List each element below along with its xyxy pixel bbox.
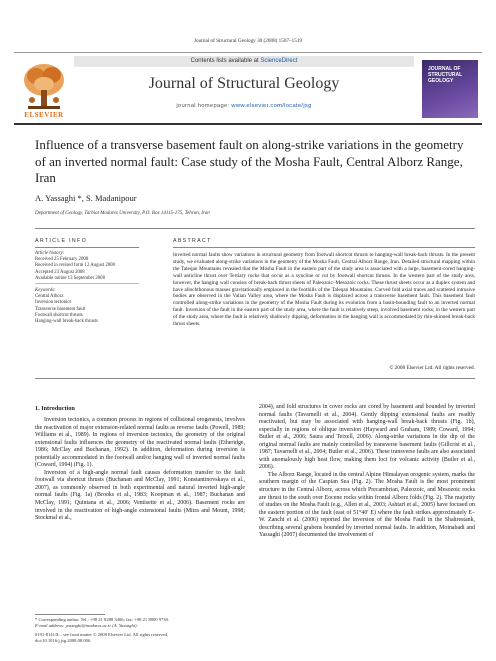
corresponding-author-note: * Corresponding author. Tel.: +98 21 8288 3406; fax: +98 21 8800 9730. bbox=[35, 617, 170, 622]
homepage-link[interactable]: www.elsevier.com/locate/jsg bbox=[231, 103, 312, 109]
journal-title: Journal of Structural Geology bbox=[148, 75, 340, 92]
journal-reference: Journal of Structural Geology 30 (2008) 1507–1519 bbox=[193, 38, 303, 44]
abstract-text: Inverted normal faults show variations in structural geometry from footwall shortcut thrusts to hanging-wall break-back thrusts. In the present study, we evaluated along-strike variations in the geometry of the Mosha Fault, Central Alborz Range, Iran. Detailed structural mapping within the Taleqan Mountains revealed that the Mosha Fault in the eastern part of the study area is associated with a large, basement-cored hanging-wall anticline thrust over Tertiary rocks that occur as a syncline or cut by footwall shortcut thrusts. In the western part of the study area, however, the hanging wall consists of break-back thrust sheets of Paleozoic–Mesozoic rocks. These thrust sheets occur as a duplex system and have allochthonous masses gravitationally emplaced in the foothills of the Taleqan Mountains. Curved fold axial traces and scattered intrusive bodies are observed in the Valian Valley area, where the Mosha Fault is displaced across a transverse basement fault. This basement fault controlled along-strike variations in the geometry of the Mosha Fault during its evolution from a basin-bounding fault to an inverted normal fault. Inversion of the fault in the eastern part of the study area, where the fault is relatively steep, involved basement rocks; in the western part of the study area, where the fault is relatively shallowly dipping, deformation in the hanging wall is accommodated by thin-skinned break-back thrust sheets. bbox=[173, 252, 475, 328]
keywords-label: Keywords: bbox=[35, 288, 56, 293]
contents-bar bbox=[74, 56, 414, 67]
journal-homepage bbox=[74, 103, 414, 109]
keywords bbox=[35, 288, 139, 325]
doi-note: doi:10.1016/j.jsg.2008.08.006 bbox=[35, 638, 91, 643]
history-item: Received in revised form 12 August 2008 bbox=[35, 263, 115, 269]
contents-prefix: Contents lists available at bbox=[190, 58, 261, 64]
footnote-rule bbox=[35, 614, 105, 615]
email-note: E-mail address: yassaghi@modares.ac.ir (A. Yassaghi). bbox=[35, 623, 138, 628]
author-affiliation: Department of Geology, Tarbiat Modares University, P.O. Box 14115-175, Tehran, Iran bbox=[35, 211, 210, 216]
article-info-label: ARTICLE INFO bbox=[35, 238, 87, 244]
article-authors: A. Yassaghi *, S. Madanipour bbox=[35, 193, 137, 203]
paragraph: The Alborz Range, located in the central Alpine Himalayan orogenic system, marks the southern margin of the Caspian Sea (Fig. 2). The Mosha Fault is the most prominent structure in the Central Alborz, across which Precambrian, Paleozoic, and Mesozoic rocks are thrust to the south over Eocene rocks within frontal Alborz folds (Fig. 2). The majority of studies on the Mosha Fault (e.g., Allen et al., 2003; Ashtari et al., 2005) have focused on the eastern portion of the fault (east of 51°40′ E) where the fault strikes approximately E–W. Zanchi et al. (2006) reported the inversion of the Mosha Fault in the Shahrestank, describing several grabens bounded by inverted normal faults. In addition, Moinabadi and Yassaghi (2007) documented the involvement of bbox=[259, 471, 475, 539]
abstract-copyright: © 2008 Elsevier Ltd. All rights reserved. bbox=[389, 365, 475, 371]
keyword: Footwall shortcut thrusts bbox=[35, 312, 83, 318]
divider bbox=[173, 247, 475, 248]
article-history bbox=[35, 251, 139, 282]
intro-right-column bbox=[259, 404, 475, 540]
homepage-prefix: journal homepage: bbox=[176, 103, 232, 109]
paragraph: Inversion of a high-angle normal fault causes deformation transfer to the fault footwall via shortcut thrusts (Buchanan and McClay, 1991; Konstantinovskaya et al., 2007), as commonly observed in both experimental and natural inverted high-angle normal faults (Fig. 1a) (Brooks et al., 1983; Koopman et al., 1987; Buchanan and McClay, 1991; Quintana et al., 2006; Ventisette et al., 2006). Basement rocks are involved in the reactivation of high-angle extensional faults (Mitra and Mount, 1998; Stockmal et al., bbox=[35, 469, 245, 522]
intro-left-column bbox=[35, 417, 245, 523]
divider bbox=[35, 283, 139, 284]
history-item: Received 25 February 2008 bbox=[35, 257, 89, 263]
divider bbox=[35, 228, 475, 229]
divider bbox=[35, 378, 475, 379]
keyword: Inversion tectonics bbox=[35, 300, 72, 306]
footnotes bbox=[35, 617, 245, 644]
history-label: Article history: bbox=[35, 251, 65, 256]
keyword: Transverse basement fault bbox=[35, 306, 86, 312]
issn-note: 0191-8141/$ – see front matter © 2008 Elsevier Ltd. All rights reserved. bbox=[35, 632, 168, 637]
sciencedirect-link[interactable]: ScienceDirect bbox=[260, 58, 298, 64]
publisher-name: ELSEVIER bbox=[24, 111, 64, 119]
abstract-label: ABSTRACT bbox=[173, 238, 212, 244]
paragraph: Inversion tectonics, a common process in regions of collisional orogenesis, involves the reactivation of major extension-related normal faults as reverse faults (Powell, 1989; Williams et al., 1989). In regions of inversion tectonics, the geometry of the original extensional faults influences the geometry of the reactivated normal faults (Etheridge, 1986; McClay and Buchanan, 1992). In addition, deformation during inversion is potentially accommodated in the footwall and/or hanging wall of inverted normal faults (Coward, 1994) (Fig. 1). bbox=[35, 417, 245, 469]
divider bbox=[35, 247, 139, 248]
article-title: Influence of a transverse basement fault on along-strike variations in the geometry of an inverted normal fault: Case study of the Mosha Fault, Central Alborz Range, Iran bbox=[35, 137, 464, 185]
cover-title: JOURNAL OF STRUCTURAL GEOLOGY bbox=[428, 66, 463, 84]
section-heading: 1. Introduction bbox=[35, 405, 75, 412]
keyword: Central Alborz bbox=[35, 294, 64, 300]
elsevier-tree-logo bbox=[18, 60, 70, 112]
keyword: Hanging-wall break-back thrusts bbox=[35, 319, 98, 325]
history-item: Accepted 23 August 2008 bbox=[35, 269, 85, 275]
history-item: Available online 13 September 2008 bbox=[35, 275, 105, 281]
paragraph: 2004), and fold structures in cover rocks are cored by basement and bounded by inverted normal faults (Tavarnelli et al., 2004). Gently dipping extensional faults are readily reactivated, but may be associated with hanging-wall break-back thrusts (Fig. 1b), especially in regions of oblique inversion (Hayward and Graham, 1989; Coward, 1994; Butler et al., 2006; Saura and Teixell, 2006). Along-strike variations in the dip of the original normal faults are mainly controlled by transverse basement faults (Gillcrist et al., 1987; Tavarnelli et al., 2004; Butler et al., 2006). These transverse faults are also associated with anomalously high heat flow, making them loci for volcanic activity (Butler et al., 2006). bbox=[259, 404, 475, 471]
